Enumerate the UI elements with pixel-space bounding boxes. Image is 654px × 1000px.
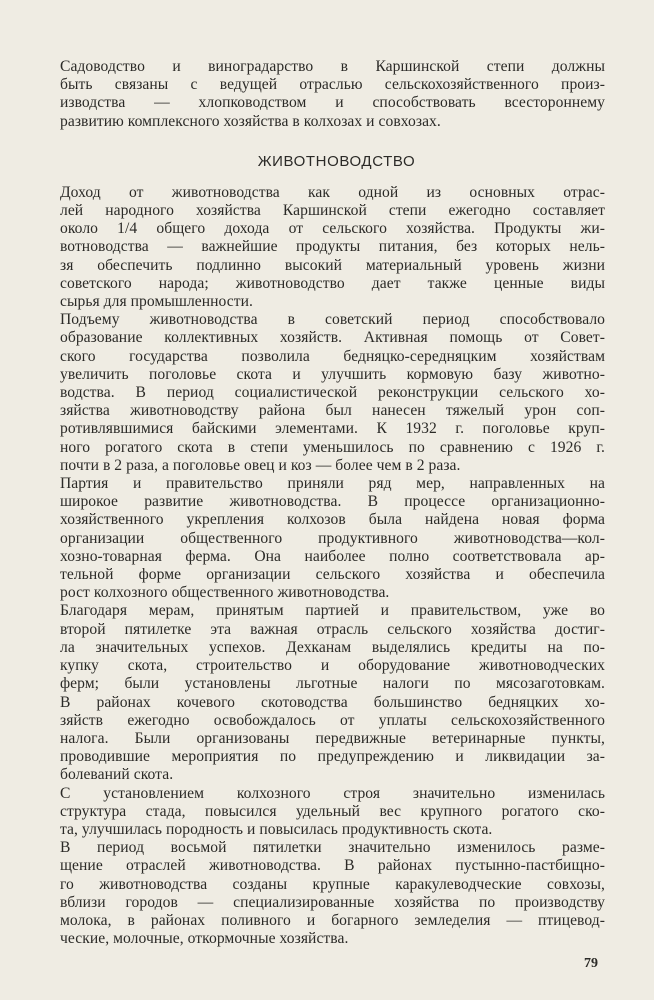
text-line: налога. Были организованы передвижные ветеринарные пункты, <box>60 729 605 747</box>
text-line: около 1/4 общего дохода от сельского хозяйства. Продукты жи- <box>60 220 605 238</box>
text-line: ла значительных успехов. Дехканам выделялись кредиты на по- <box>60 638 605 656</box>
text-line: В период восьмой пятилетки значительно изменилось разме- <box>60 839 605 857</box>
text-line: С установлением колхозного строя значительно изменилась <box>60 784 605 802</box>
text-line: купку скота, строительство и оборудование животноводческих <box>60 657 605 675</box>
text-line: быть связаны с ведущей отраслью сельскохозяйственного произ- <box>60 76 605 94</box>
text-line: зя обеспечить подлинно высокий материальный уровень жизни <box>60 256 605 274</box>
text-line: Подъему животноводства в советский период способствовало <box>60 311 605 329</box>
paragraph-2 <box>60 311 605 475</box>
text-line: го животноводства созданы крупные каракулеводческие совхозы, <box>60 875 605 893</box>
text-line: зяйств ежегодно освобождалось от уплаты сельскохозяйственного <box>60 711 605 729</box>
text-line: лей народного хозяйства Каршинской степи ежегодно составляет <box>60 202 605 220</box>
text-line: В районах кочевого скотоводства большинство бедняцких хо- <box>60 693 605 711</box>
paragraph-3 <box>60 475 605 602</box>
paragraph-6 <box>60 839 605 948</box>
text-line: советского народа; животноводство дает также ценные виды <box>60 274 605 292</box>
page-text-column <box>60 58 605 948</box>
section-heading: ЖИВОТНОВОДСТВО <box>257 152 416 170</box>
text-line: зяйства животноводству района был нанесен тяжелый урон соп- <box>60 402 605 420</box>
text-line: молока, в районах поливного и богарного земледелия — птицевод- <box>60 911 605 929</box>
paragraph-4 <box>60 602 605 784</box>
text-line: вблизи городов — специализированные хозяйства по производству <box>60 893 605 911</box>
text-line: широкое развитие животноводства. В процессе организационно- <box>60 493 605 511</box>
text-line: организации общественного продуктивного животноводства—кол- <box>60 529 605 547</box>
text-line: Партия и правительство приняли ряд мер, направленных на <box>60 475 605 493</box>
text-line: структура стада, повысился удельный вес крупного рогатого ско- <box>60 802 605 820</box>
page-number: 79 <box>584 956 598 971</box>
paragraph-1 <box>60 184 605 311</box>
text-line: ческие, молочные, откормочные хозяйства. <box>60 930 349 948</box>
text-line: водства. В период социалистической реконструкции сельского хо- <box>60 384 605 402</box>
text-line: рост колхозного общественного животноводства. <box>60 584 390 602</box>
text-line: изводства — хлопководством и способствовать всестороннему <box>60 94 605 112</box>
paragraph-5 <box>60 785 605 840</box>
text-line: образование коллективных хозяйств. Активная помощь от Совет- <box>60 329 605 347</box>
text-line: почти в 2 раза, а поголовье овец и коз — более чем в 2 раза. <box>60 456 461 474</box>
text-line: Садоводство и виноградарство в Каршинской степи должны <box>60 58 605 75</box>
intro-paragraph <box>60 58 605 131</box>
text-line: Благодаря мерам, принятым партией и правительством, уже во <box>60 602 605 620</box>
text-line: вотноводства — важнейшие продукты питания, без которых нель- <box>60 238 605 256</box>
text-line: ского государства позволила бедняцко-середняцким хозяйствам <box>60 347 605 365</box>
text-line: щение отраслей животноводства. В районах пустынно-пастбищно- <box>60 857 605 875</box>
text-line: проводившие мероприятия по предупреждению и ликвидации за- <box>60 748 605 766</box>
text-line: та, улучшилась породность и повысилась продуктивность скота. <box>60 820 493 838</box>
text-line: тельной форме организации сельского хозяйства и обеспечила <box>60 566 605 584</box>
text-line: Доход от животноводства как одной из основных отрас- <box>60 183 605 201</box>
text-line: ферм; были установлены льготные налоги по мясозаготовкам. <box>60 675 605 693</box>
text-line: сырья для промышленности. <box>60 293 253 311</box>
text-line: хозяйственного укрепления колхозов была найдена новая форма <box>60 511 605 529</box>
text-line: болеваний скота. <box>60 766 174 784</box>
text-line: ного рогатого скота в степи уменьшилось по сравнению с 1926 г. <box>60 438 605 456</box>
text-line: увеличить поголовье скота и улучшить кормовую базу животно- <box>60 365 605 383</box>
text-line: второй пятилетке эта важная отрасль сельского хозяйства достиг- <box>60 620 605 638</box>
text-line: развитию комплексного хозяйства в колхозах и совхозах. <box>60 112 441 130</box>
text-line: ротивлявшимися байскими элементами. К 1932 г. поголовье круп- <box>60 420 605 438</box>
text-line: хозно-товарная ферма. Она наиболее полно соответствовала ар- <box>60 547 605 565</box>
